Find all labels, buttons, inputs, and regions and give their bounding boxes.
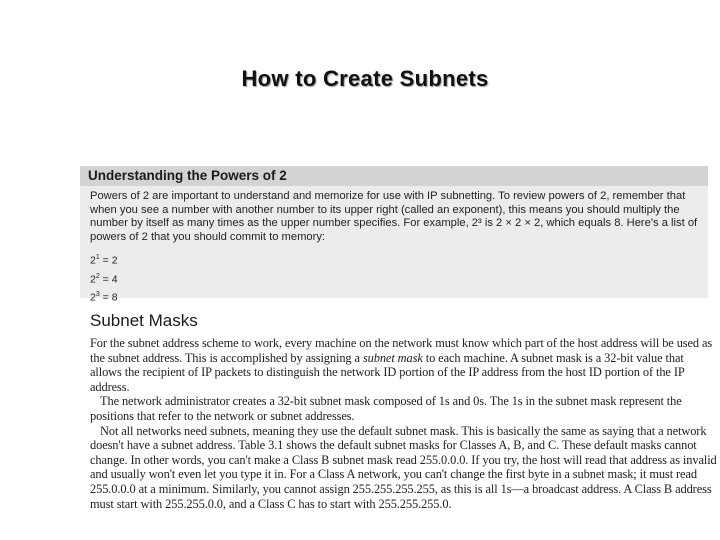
sidebar-heading: Understanding the Powers of 2 [80, 166, 708, 186]
power-exponent: 1 [95, 254, 100, 262]
power-result: = 8 [99, 291, 118, 304]
power-result: = 2 [99, 254, 118, 267]
paragraph-1 [90, 336, 718, 394]
sidebar-body [80, 186, 708, 306]
paragraph-1-start: For the subnet address scheme to work, every machine on the network must know which part of the host address will be used as the subnet address. This is accomplished by assigning a [90, 336, 713, 365]
slide-title: How to Create Subnets [241, 66, 489, 91]
power-exponent: 2 [95, 272, 100, 280]
section-body [90, 336, 718, 511]
paragraph-1-end: to each machine. A subnet mask is a 32-bit value that allows the recipient of IP packets to distinguish the network ID portion of the IP address from the host ID portion of the IP address. [90, 350, 685, 394]
sidebar-box [80, 166, 708, 304]
power-base: 2 [90, 254, 96, 267]
power-item [90, 287, 698, 306]
paragraph-3: Not all networks need subnets, meaning they use the default subnet mask. This is basically the same as saying that a network doesn't have a subnet address. Table 3.1 shows the default subnet masks for Classes A, B, and C. These default masks cannot change. In other words, you can't make a Class B subnet mask read 255.0.0.0. If you try, the host will read that address as invalid and usually won't even let you type it in. For a Class A network, you can't change the first byte in a subnet mask; it must read 255.0.0.0 at a minimum. Similarly, you cannot assign 255.255.255.255, as this is all 1s—a broadcast address. A Class B address must start with 255.255.0.0, and a Class C has to start with 255.255.255.0. [90, 423, 717, 511]
power-item [90, 250, 698, 269]
sidebar-paragraph: Powers of 2 are important to understand and memorize for use with IP subnetting. To review powers of 2, remember that when you see a number with another number to its upper right (called an exponent), this means you should multiply the number by itself as many times as the upper number specifies. For example, 2³ is 2 × 2 × 2, which equals 8. Here's a list of powers of 2 that you should commit to memory: [90, 190, 698, 243]
powers-list [90, 250, 698, 306]
power-base: 2 [90, 291, 96, 304]
section-heading: Subnet Masks [90, 311, 198, 330]
term-subnet-mask: subnet mask [362, 350, 423, 365]
power-result: = 4 [99, 273, 118, 286]
power-base: 2 [90, 273, 96, 286]
power-exponent: 3 [95, 291, 100, 299]
power-item [90, 269, 698, 288]
paragraph-2: The network administrator creates a 32-bit subnet mask composed of 1s and 0s. The 1s in the subnet mask represent the positions that refer to the network or subnet addresses. [90, 394, 682, 423]
